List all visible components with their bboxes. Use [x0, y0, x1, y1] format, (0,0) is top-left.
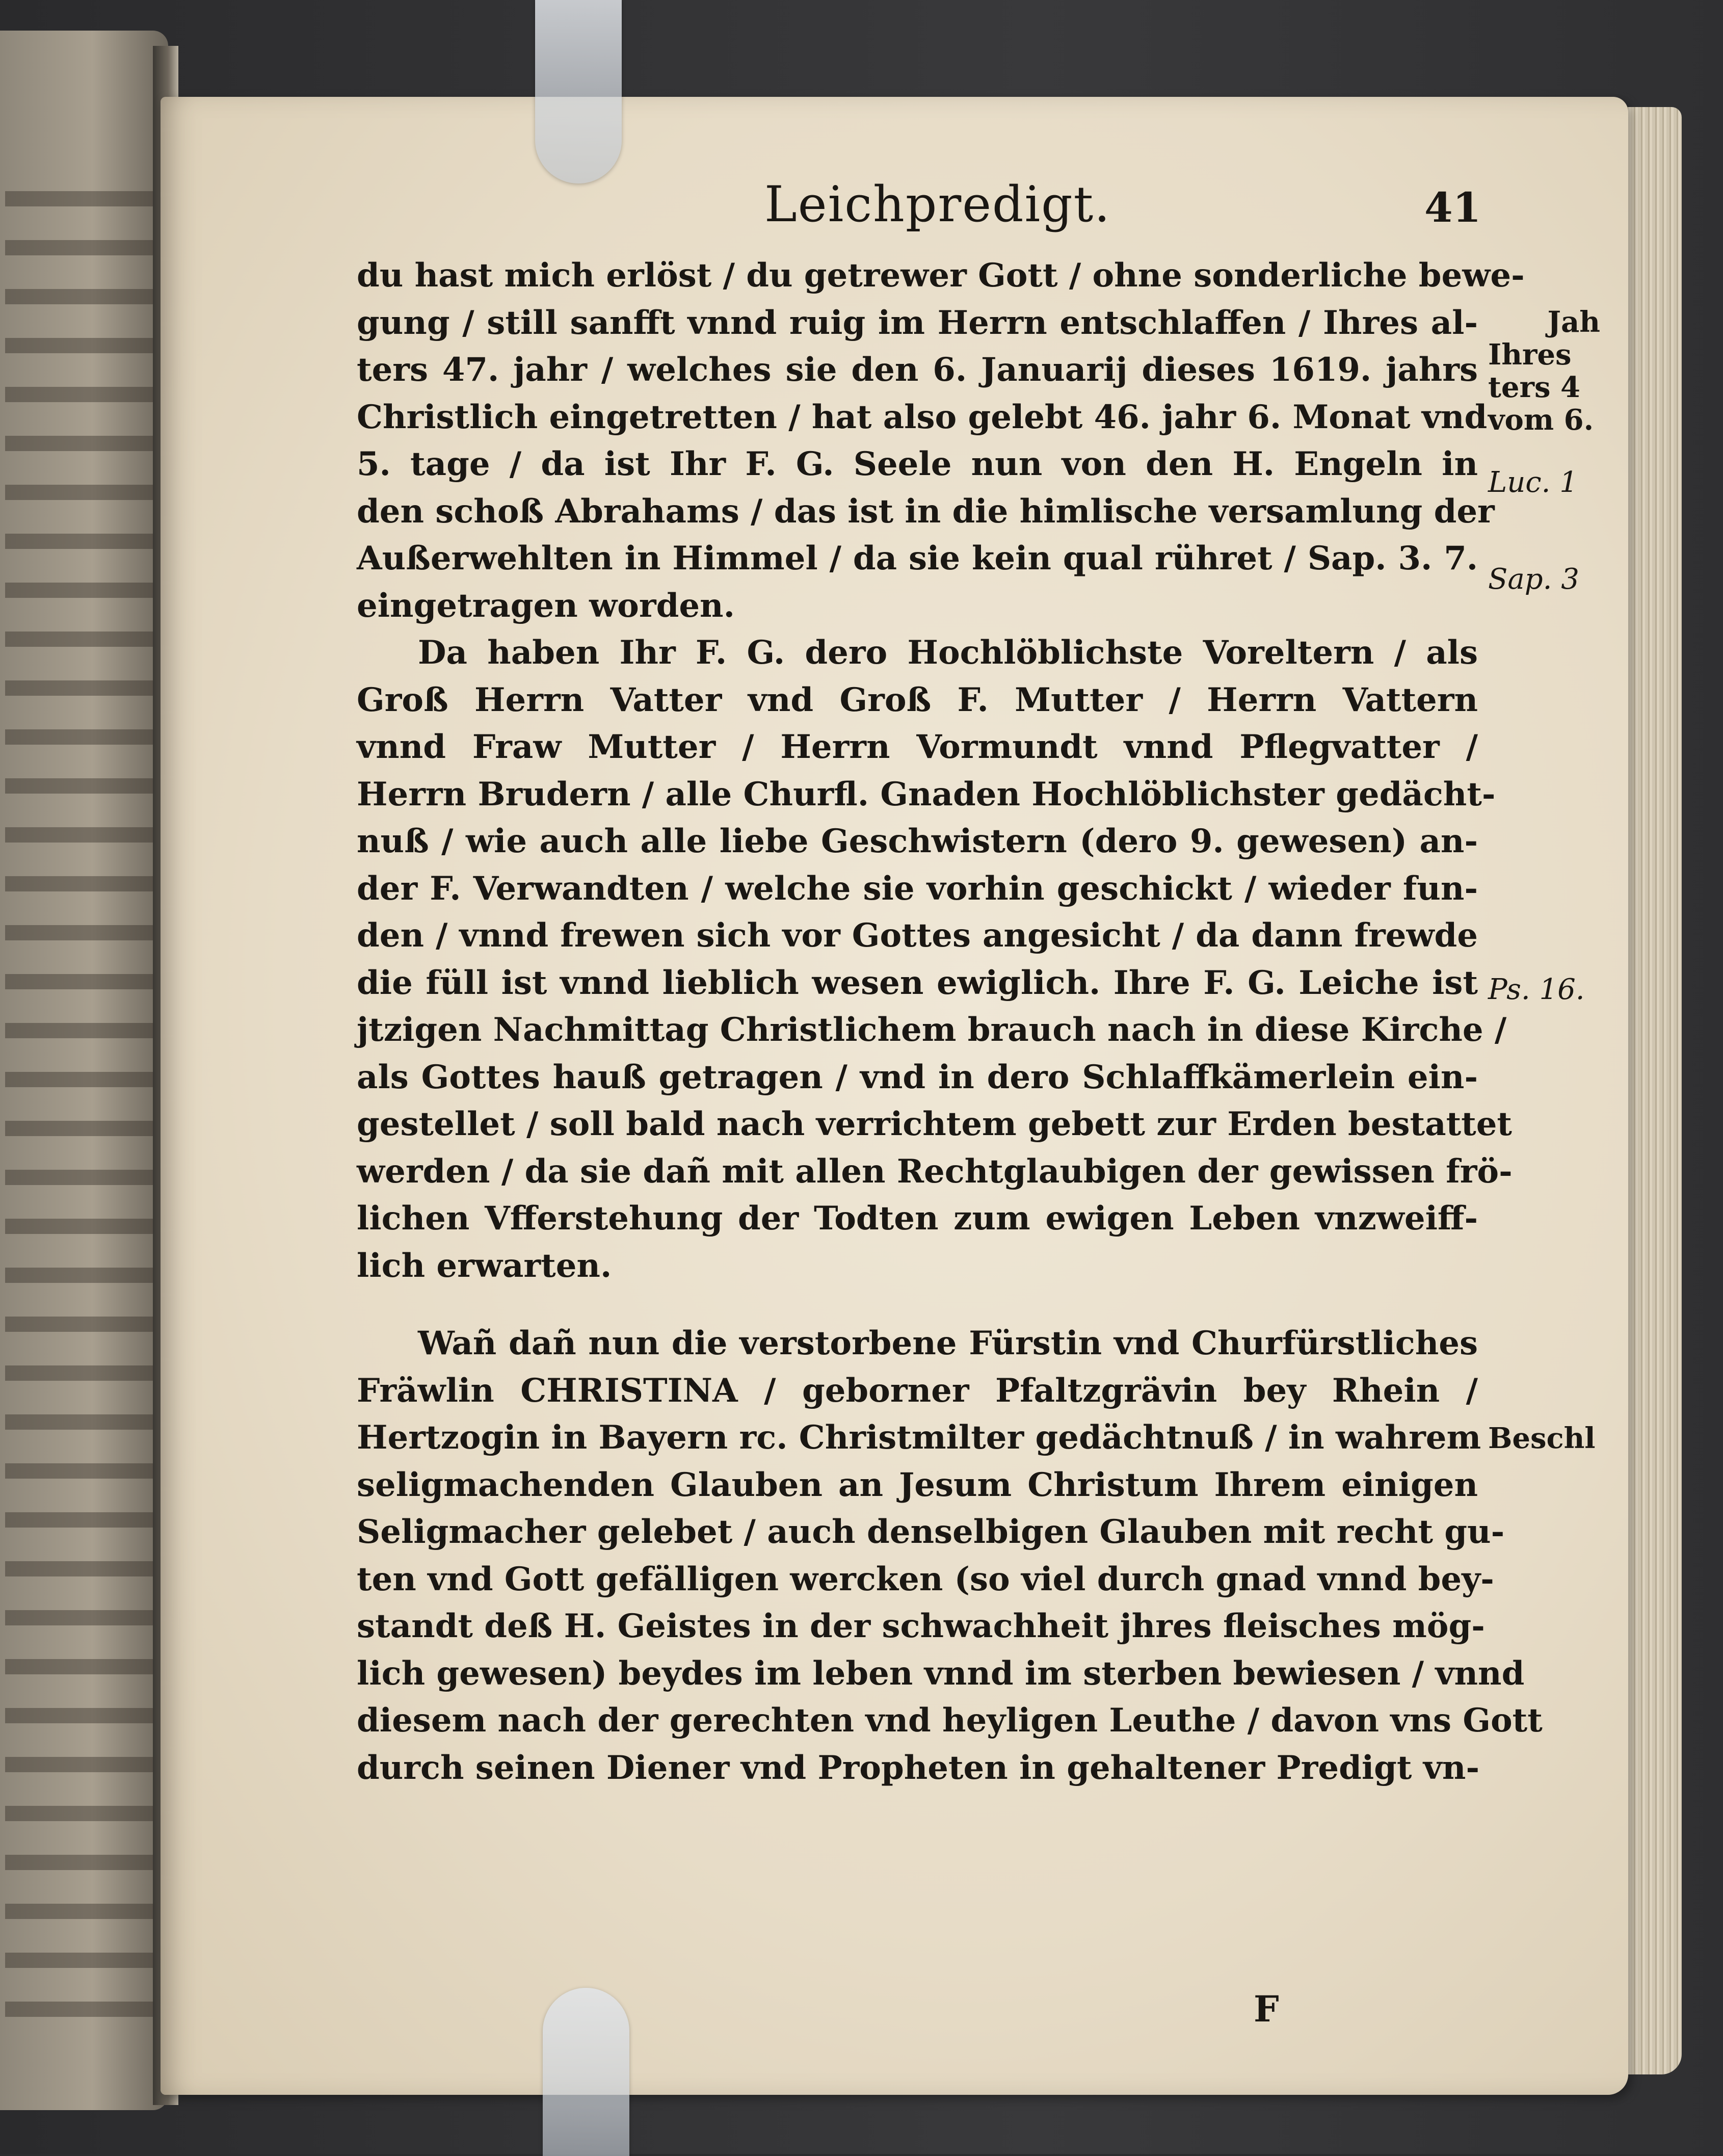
text-line: Wañ dañ nun die verstorbene Fürstin vnd Churfürstliches: [418, 1324, 1478, 1362]
marginal-line: Jah: [1547, 305, 1600, 339]
text-line: Herrn Brudern / alle Churfl. Gnaden Hochlöblichster gedächt-: [357, 775, 1496, 813]
marginal-line: ters 4: [1488, 371, 1580, 404]
marginal-line: vom 6.: [1488, 403, 1594, 437]
marginal-note-luke: Luc. 1: [1488, 466, 1578, 499]
text-line: eingetragen worden.: [357, 586, 735, 625]
text-line: gestellet / soll bald nach verrichtem gebett zur Erden bestattet: [357, 1105, 1512, 1143]
left-page-text-fragment: [5, 163, 158, 2049]
left-page-edge: [0, 31, 168, 2110]
text-line: Seligmacher gelebet / auch denselbigen Glauben mit recht gu-: [357, 1513, 1505, 1551]
text-line: Fräwlin CHRISTINA / geborner Pfaltzgrävin bey Rhein /: [357, 1371, 1478, 1410]
text-line: durch seinen Diener vnd Propheten in gehaltener Predigt vn-: [357, 1748, 1479, 1787]
signature-mark: F: [1254, 1988, 1279, 2030]
text-line: den / vnnd frewen sich vor Gottes angesicht / da dann frewde: [357, 916, 1478, 955]
text-line: die füll ist vnnd lieblich wesen ewiglich. Ihre F. G. Leiche ist: [357, 963, 1478, 1002]
text-line: vnnd Fraw Mutter / Herrn Vormundt vnnd Pflegvatter /: [357, 728, 1478, 766]
text-line: nuß / wie auch alle liebe Geschwistern (dero 9. gewesen) an-: [357, 822, 1478, 860]
text-line: seligmachenden Glauben an Jesum Christum Ihrem einigen: [357, 1465, 1478, 1504]
text-line: werden / da sie dañ mit allen Rechtglaubigen der gewissen frö-: [357, 1152, 1513, 1191]
text-line: ters 47. jahr / welches sie den 6. Januarij dieses 1619. jahrs: [357, 351, 1478, 389]
text-line: diesem nach der gerechten vnd heyligen Leuthe / davon vns Gott: [357, 1701, 1543, 1740]
paragraph-gap: [357, 1290, 1478, 1320]
text-line: der F. Verwandten / welche sie vorhin geschickt / wieder fun-: [357, 869, 1478, 908]
paragraph-2: [357, 629, 1513, 1290]
text-line: Hertzogin in Bayern rc. Christmilter gedächtnuß / in wahrem: [357, 1418, 1481, 1457]
marginal-note-beschluss: Beschl: [1488, 1422, 1596, 1455]
text-line: gung / still sanfft vnnd ruig im Herrn entschlaffen / Ihres al-: [357, 303, 1478, 342]
text-line: standt deß H. Geistes in der schwachheit jhres fleisches mög-: [357, 1607, 1485, 1645]
text-line: lich erwarten.: [357, 1246, 612, 1285]
text-line: Christlich eingetretten / hat also gelebt 46. jahr 6. Monat vnd: [357, 398, 1488, 436]
marginal-note-psalm: Ps. 16.: [1488, 973, 1585, 1006]
marginal-note-age: [1488, 306, 1600, 436]
text-line: Außerwehlten in Himmel / da sie kein qual rühret / Sap. 3. 7.: [357, 539, 1478, 577]
page-clip-top: [535, 0, 622, 183]
text-line: jtzigen Nachmittag Christlichem brauch nach in diese Kirche /: [357, 1011, 1507, 1049]
text-line: Groß Herrn Vatter vnd Groß F. Mutter / Herrn Vattern: [357, 680, 1478, 719]
page-number: 41: [1424, 183, 1481, 231]
text-line: als Gottes hauß getragen / vnd in dero Schlaffkämerlein ein-: [357, 1058, 1478, 1096]
text-line: den schoß Abrahams / das ist in die himlische versamlung der: [357, 492, 1495, 531]
text-line: lich gewesen) beydes im leben vnnd im sterben bewiesen / vnnd: [357, 1654, 1525, 1693]
marginal-line: Ihres: [1488, 338, 1572, 372]
text-line: du hast mich erlöst / du getrewer Gott / ohne sonderliche bewe-: [357, 256, 1525, 295]
paragraph-1: [357, 252, 1525, 629]
text-line: lichen Vfferstehung der Todten zum ewigen Leben vnzweiff-: [357, 1199, 1478, 1238]
text-line: Da haben Ihr F. G. dero Hochlöblichste Voreltern / als: [418, 634, 1478, 672]
marginal-note-sap: Sap. 3: [1488, 563, 1579, 596]
running-header: Leichpredigt.: [764, 176, 1111, 233]
text-line: ten vnd Gott gefälligen wercken (so viel durch gnad vnnd bey-: [357, 1560, 1494, 1598]
text-line: 5. tage / da ist Ihr F. G. Seele nun von den H. Engeln in: [357, 445, 1478, 483]
page-clip-bottom: [543, 1988, 629, 2156]
